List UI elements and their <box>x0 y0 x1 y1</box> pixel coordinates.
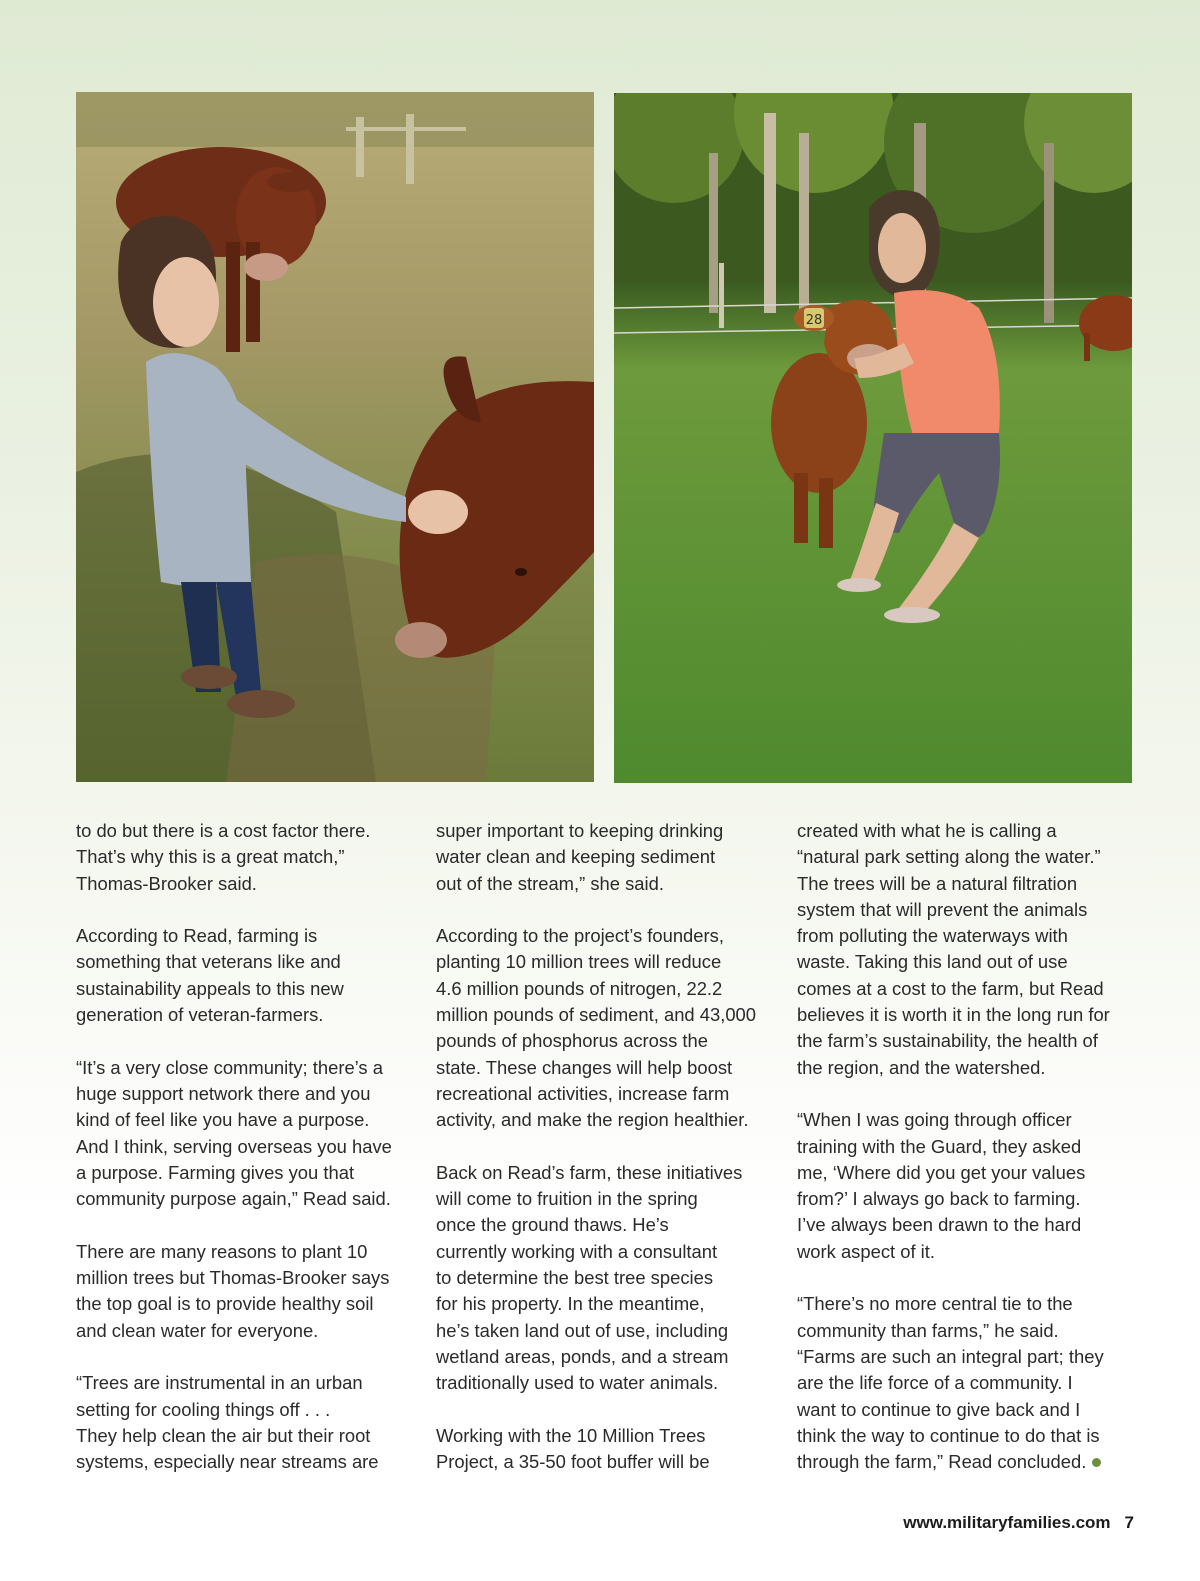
paragraph: There are many reasons to plant 10 million trees but Thomas-Brooker says the top goal is to provide healthy soil and clean water for everyone. <box>76 1240 390 1341</box>
paragraph: Back on Read’s farm, these initiatives will come to fruition in the spring once the ground thaws. He’s currently working with a consultant to determine the best tree species for his property. In the meantime, he’s taken land out of use, including wetland areas, ponds, and a stream traditionally used to water animals. <box>436 1161 743 1394</box>
paragraph-text: “There’s no more central tie to the community than farms,” he said. “Farms are such an integral part; they are the life force of a community. I want to continue to give back and I think the way to continue to do that is through the farm,” Read concluded. <box>797 1293 1104 1473</box>
paragraph: created with what he is calling a “natural park setting along the water.” The trees will be a natural filtration system that will prevent the animals from polluting the waterways with waste. Taking this land out of use comes at a cost to the farm, but Read believes it is worth it in the long run for the farm’s sustainability, the health of the region, and the watershed. <box>797 820 1110 1078</box>
photo-girl-petting-cow-icon <box>76 92 594 782</box>
last-paragraph <box>797 1291 1142 1475</box>
paragraph: According to the project’s founders, planting 10 million trees will reduce 4.6 million pounds of nitrogen, 22.2 million pounds of sediment, and 43,000 pounds of phosphorus across the state. These changes will help boost recreational activities, increase farm activity, and make the region healthier. <box>436 925 757 1131</box>
paragraph: super important to keeping drinking water clean and keeping sediment out of the stream,” she said. <box>436 820 724 894</box>
photo-girl-petting-cow <box>76 92 594 782</box>
article-column-2 <box>436 818 781 1475</box>
article-column-3 <box>797 818 1142 1475</box>
ear-tag-number: 28 <box>805 313 823 328</box>
article-column-1 <box>76 818 421 1475</box>
photo-girl-hugging-calf <box>614 93 1132 783</box>
end-mark-dot-icon <box>1092 1458 1101 1467</box>
paragraph: According to Read, farming is something that veterans like and sustainability appeals to this new generation of veteran-farmers. <box>76 925 344 1026</box>
paragraph: Working with the 10 Million Trees Project, a 35-50 foot buffer will be <box>436 1424 710 1473</box>
page-footer <box>903 1513 1134 1533</box>
paragraph: “Trees are instrumental in an urban setting for cooling things off . . . They help clean the air but their root systems, especially near streams are <box>76 1372 379 1473</box>
paragraph: to do but there is a cost factor there. That’s why this is a great match,” Thomas-Brooker said. <box>76 820 371 894</box>
paragraph: “It’s a very close community; there’s a huge support network there and you kind of feel like you have a purpose. And I think, serving overseas you have a purpose. Farming gives you that community purpose again,” Read said. <box>76 1056 392 1210</box>
paragraph: “When I was going through officer training with the Guard, they asked me, ‘Where did you get your values from?’ I always go back to farming. I’ve always been drawn to the hard work aspect of it. <box>797 1109 1086 1262</box>
footer-url: www.militaryfamilies.com <box>903 1513 1111 1532</box>
photo-girl-hugging-calf-icon <box>614 93 1132 783</box>
page-number: 7 <box>1124 1513 1134 1532</box>
